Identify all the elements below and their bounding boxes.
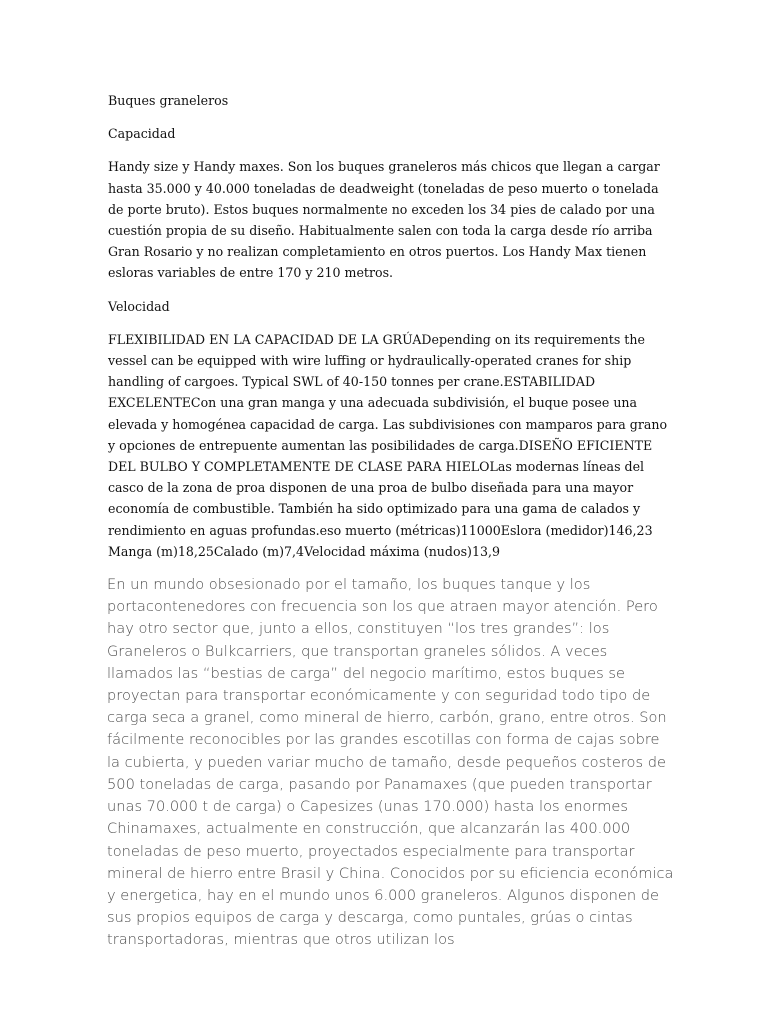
- paragraph-intro: En un mundo obsesionado por el tamaño, los buques tanque y los portacontenedores con frecuencia son los que atraen mayor atención. Pero hay otro sector que, junto a ellos, constituyen “los tres grandes”: los Graneleros o Bulkcarriers, que transportan graneles sólidos. A veces llamados las “bestias de carga” del negocio marítimo, estos buques se proyectan para transportar económicamente y con seguridad todo tipo de carga seca a granel, como mineral de hierro, carbón, grano, entre otros. Son fácilmente reconocibles por las grandes escotillas con forma de cajas sobre la cubierta, y pueden variar mucho de tamaño, desde pequeños costeros de 500 toneladas de carga, pasando por Panamaxes (que pueden transportar unas 70.000 t de carga) o Capesizes (unas 170.000) hasta los enormes Chinamaxes, actualmente en construcción, que alcanzarán las 400.000 toneladas de peso muerto, proyectados especialmente para transportar mineral de hierro entre Brasil y China. Conocidos por su eficiencia económica y energetica, hay en el mundo unos 6.000 graneleros. Algunos disponen de sus propios equipos de carga y descarga, como puntales, grúas o cintas transportadoras, mientras que otros utilizan los: [107, 576, 674, 949]
- section-heading-velocidad: Velocidad: [108, 298, 170, 314]
- paragraph-capacidad: Handy size y Handy maxes. Son los buques graneleros más chicos que llegan a cargar hasta 35.000 y 40.000 toneladas de deadweight (toneladas de peso muerto o tonelada de porte bruto). Estos buques normalmente no exceden los 34 pies de calado por una cuestión propia de su diseño. Habitualmente salen con toda la carga desde río arriba Gran Rosario y no realizan completamiento en otros puertos. Los Handy Max tienen esloras variables de entre 170 y 210 metros.: [108, 159, 660, 281]
- document-title: Buques graneleros: [108, 93, 229, 108]
- paragraph-velocidad: FLEXIBILIDAD EN LA CAPACIDAD DE LA GRÚADepending on its requirements the vessel can be equipped with wire luffing or hydraulically-operated cranes for ship handling of cargoes. Typical SWL of 40-150 tonnes per crane.ESTABILIDAD EXCELENTECon una gran manga y una adecuada subdivisión, el buque posee una elevada y homogénea capacidad de carga. Las subdivisiones con mamparos para grano y opciones de entrepuente aumentan las posibilidades de carga.DISEÑO EFICIENTE DEL BULBO Y COMPLETAMENTE DE CLASE PARA HIELOLas modernas líneas del casco de la zona de proa disponen de una proa de bulbo diseñada para una mayor economía de combustible. También ha sido optimizado para una gama de calados y rendimiento en aguas profundas.eso muerto (métricas)11000Eslora (medidor)146,23 Manga (m)18,25Calado (m)7,4Velocidad máxima (nudos)13,9: [108, 331, 668, 559]
- section-heading-capacidad: Capacidad: [108, 126, 176, 142]
